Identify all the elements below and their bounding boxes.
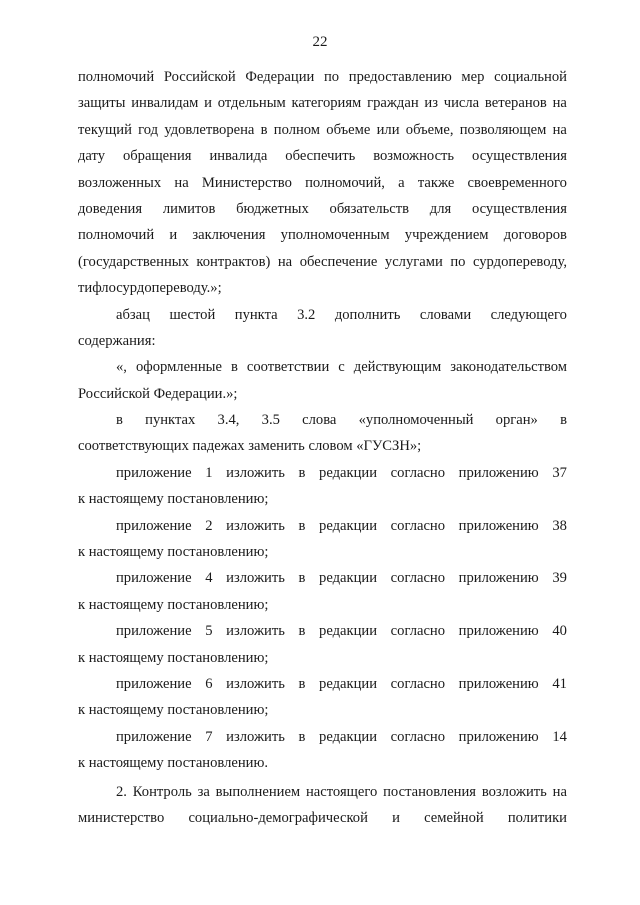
text-line: к настоящему постановлению. xyxy=(78,755,269,772)
word: предоставлению xyxy=(348,69,452,85)
word: семейной xyxy=(424,809,484,826)
word: политики xyxy=(507,809,567,826)
word: министерство xyxy=(78,809,165,826)
word: «уполномоченный xyxy=(358,412,474,429)
text-line xyxy=(78,90,567,116)
word: в xyxy=(298,623,306,640)
word: полномочий xyxy=(78,227,155,244)
word: Российской xyxy=(163,69,236,85)
word: сурдопереводу, xyxy=(472,253,567,270)
word: приложению xyxy=(458,570,539,587)
text-line xyxy=(78,249,567,275)
word: редакции xyxy=(319,675,378,692)
text-line xyxy=(78,460,567,486)
word: ветеранов xyxy=(484,95,547,112)
text-line xyxy=(78,618,567,644)
word: возложенных xyxy=(78,174,162,191)
text-line: к настоящему постановлению; xyxy=(78,702,269,719)
word: редакции xyxy=(319,728,378,745)
word: согласно xyxy=(390,623,446,640)
word: изложить xyxy=(226,517,285,534)
word: 38 xyxy=(552,517,567,534)
word: постановления xyxy=(383,783,477,800)
text-line xyxy=(78,779,567,805)
word: приложению xyxy=(458,517,539,534)
word: защиты xyxy=(78,95,126,112)
word: удовлетворена xyxy=(164,121,255,138)
page-number: 22 xyxy=(312,34,328,50)
text-line xyxy=(78,805,567,831)
word: обязательств xyxy=(329,200,410,217)
text-line xyxy=(78,671,567,697)
word: 40 xyxy=(552,623,567,640)
word: заключения xyxy=(192,227,266,244)
text-line xyxy=(78,196,567,222)
word: согласно xyxy=(390,570,446,587)
word: в xyxy=(298,728,306,745)
text-line: содержания: xyxy=(78,332,156,349)
word: позволяющем xyxy=(459,121,547,138)
word: 2 xyxy=(205,517,213,534)
word: 37 xyxy=(552,464,567,481)
text-line xyxy=(78,143,567,169)
word: в xyxy=(116,412,123,429)
text-line: к настоящему постановлению; xyxy=(78,596,269,613)
word: в xyxy=(298,517,306,534)
text-line: к настоящему постановлению; xyxy=(78,491,269,508)
word: обеспечение xyxy=(299,253,378,270)
word: приложение xyxy=(116,517,192,534)
text-line xyxy=(78,64,567,90)
word: на xyxy=(552,121,567,138)
word: приложение xyxy=(116,675,192,692)
word: инвалида xyxy=(209,148,268,165)
text-line xyxy=(78,170,567,196)
word: своевременного xyxy=(467,174,567,191)
word: пунктах xyxy=(145,412,196,429)
word: из xyxy=(424,95,438,112)
word: полном xyxy=(273,121,321,138)
word: полномочий xyxy=(78,69,155,85)
word: полномочий, xyxy=(305,174,385,191)
word: 6 xyxy=(205,675,213,692)
word: доведения xyxy=(78,200,143,217)
word: в xyxy=(298,675,306,692)
word: словами xyxy=(419,306,472,323)
word: изложить xyxy=(226,675,285,692)
word: учреждением xyxy=(404,227,489,244)
word: приложению xyxy=(458,623,539,640)
word: Министерство xyxy=(201,174,292,191)
word: в xyxy=(298,570,306,587)
word: обеспечить xyxy=(285,148,356,165)
word: или xyxy=(376,121,400,138)
word: соответствии xyxy=(246,359,330,376)
word: приложению xyxy=(458,728,539,745)
word: 2. xyxy=(116,783,127,800)
word: законодательством xyxy=(450,359,567,376)
word: приложение xyxy=(116,570,192,587)
word: (государственных xyxy=(78,253,189,270)
word: и xyxy=(204,95,212,112)
text-line xyxy=(78,302,567,328)
word: лимитов xyxy=(162,200,216,217)
word: 39 xyxy=(552,570,567,587)
word: также xyxy=(417,174,455,191)
document-body xyxy=(78,64,567,831)
text-line xyxy=(78,724,567,750)
word: изложить xyxy=(226,728,285,745)
text-line: Российской Федерации.»; xyxy=(78,385,238,402)
word: возможность xyxy=(373,148,455,165)
word: и xyxy=(169,227,178,244)
word: 5 xyxy=(205,623,213,640)
word: орган» xyxy=(495,412,538,429)
word: шестой xyxy=(169,306,216,323)
word: бюджетных xyxy=(236,200,309,217)
word: социальной xyxy=(494,69,567,85)
text-line: соответствующих падежах заменить словом «ГУСЗН»; xyxy=(78,438,422,455)
word: пункта xyxy=(234,306,278,323)
word: за xyxy=(197,783,210,800)
word: текущий xyxy=(78,121,132,138)
word: приложению xyxy=(458,675,539,692)
word: согласно xyxy=(390,517,446,534)
text-line: тифлосурдопереводу.»; xyxy=(78,280,222,297)
word: объеме, xyxy=(405,121,454,138)
word: приложение xyxy=(116,464,192,481)
text-line xyxy=(78,117,567,143)
text-line xyxy=(78,222,567,248)
word: в xyxy=(560,412,567,429)
word: в xyxy=(230,359,238,376)
word: на xyxy=(552,783,567,800)
word: на xyxy=(552,95,567,112)
word: осуществления xyxy=(471,200,567,217)
word: приложение xyxy=(116,728,192,745)
word: выполнением xyxy=(215,783,301,800)
word: на xyxy=(277,253,293,270)
word: по xyxy=(450,253,466,270)
word: следующего xyxy=(490,306,567,323)
word: изложить xyxy=(226,464,285,481)
word: отдельным xyxy=(217,95,286,112)
word: 3.4, xyxy=(217,412,240,429)
word: по xyxy=(324,69,340,85)
word: 14 xyxy=(552,728,567,745)
word: возложить xyxy=(481,783,547,800)
text-line xyxy=(78,407,567,433)
word: слова xyxy=(302,412,337,429)
word: договоров xyxy=(503,227,567,244)
word: приложение xyxy=(116,623,192,640)
word: согласно xyxy=(390,675,446,692)
text-line: к настоящему постановлению; xyxy=(78,544,269,561)
word: в xyxy=(298,464,306,481)
word: услугами xyxy=(384,253,443,270)
word: 41 xyxy=(552,675,567,692)
word: числа xyxy=(443,95,480,112)
word: редакции xyxy=(319,464,378,481)
word: осуществления xyxy=(472,148,567,165)
word: дату xyxy=(78,148,106,165)
word: обращения xyxy=(122,148,192,165)
text-line xyxy=(78,565,567,591)
word: для xyxy=(429,200,452,217)
word: согласно xyxy=(390,728,446,745)
word: 1 xyxy=(205,464,213,481)
word: оформленные xyxy=(135,359,222,376)
word: изложить xyxy=(226,570,285,587)
word: Контроль xyxy=(132,783,192,800)
word: приложению xyxy=(458,464,539,481)
word: на xyxy=(174,174,189,191)
word: согласно xyxy=(390,464,446,481)
word: действующим xyxy=(353,359,442,376)
word: 3.2 xyxy=(297,306,316,323)
word: год xyxy=(138,121,159,138)
word: и xyxy=(392,809,400,826)
word: абзац xyxy=(116,306,150,323)
word: 7 xyxy=(205,728,213,745)
word: редакции xyxy=(319,570,378,587)
word: уполномоченным xyxy=(280,227,390,244)
word: граждан xyxy=(367,95,419,112)
word: дополнить xyxy=(334,306,401,323)
word: 4 xyxy=(205,570,213,587)
word: настоящего xyxy=(305,783,378,800)
word: категориям xyxy=(291,95,362,112)
word: с xyxy=(338,359,345,376)
word: 3.5 xyxy=(261,412,280,429)
word: объеме xyxy=(326,121,371,138)
word: контрактов) xyxy=(196,253,271,270)
text-line xyxy=(78,354,567,380)
word: «, xyxy=(116,359,127,376)
word: в xyxy=(260,121,268,138)
text-line: к настоящему постановлению; xyxy=(78,649,269,666)
word: а xyxy=(398,174,405,191)
word: редакции xyxy=(319,517,378,534)
text-line xyxy=(78,513,567,539)
word: изложить xyxy=(226,623,285,640)
word: инвалидам xyxy=(131,95,199,112)
word: Федерации xyxy=(245,69,315,85)
word: мер xyxy=(461,69,485,85)
word: социально-демографической xyxy=(188,809,368,826)
word: редакции xyxy=(319,623,378,640)
